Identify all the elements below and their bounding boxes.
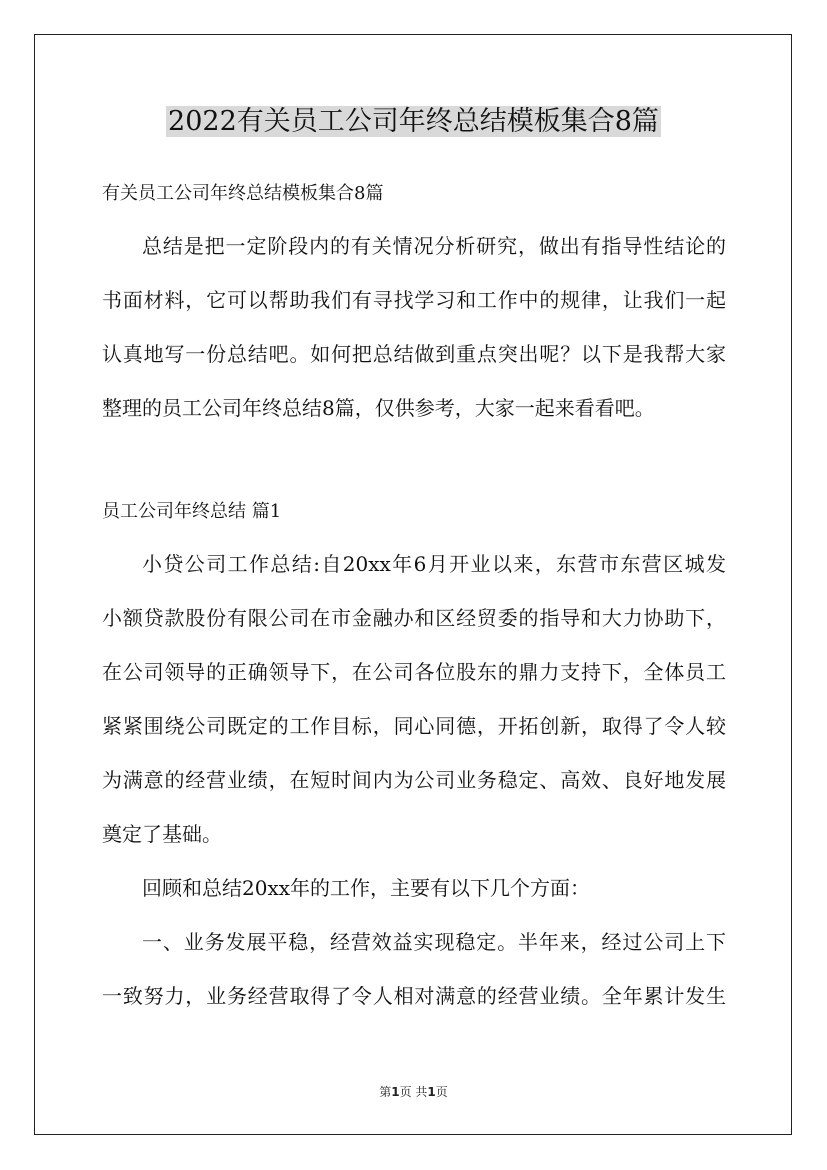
page-footer — [0, 1083, 827, 1100]
spacer — [102, 435, 726, 487]
footer-mid: 页 共 — [399, 1085, 428, 1099]
paragraph-line: 书面材料，它可以帮助我们有寻找学习和工作中的规律，让我们一起 — [102, 288, 726, 312]
paragraph-line: 总结是把一定阶段内的有关情况分析研究，做出有指导性结论的 — [142, 234, 726, 258]
footer-prefix: 第 — [379, 1085, 392, 1099]
paragraph-1 — [102, 537, 726, 861]
paragraph-3 — [102, 915, 726, 1023]
paragraph-line: 小贷公司工作总结:自20xx年6月开业以来，东营市东营区城发 — [142, 552, 726, 576]
section-heading: 员工公司年终总结 篇1 — [102, 501, 282, 522]
paragraph-2: 回顾和总结20xx年的工作，主要有以下几个方面： — [142, 876, 591, 900]
footer-page-total: 1 — [427, 1085, 436, 1099]
paragraph-line: 奠定了基础。 — [102, 822, 222, 846]
paragraph-line: 小额贷款股份有限公司在市金融办和区经贸委的指导和大力协助下， — [102, 606, 726, 630]
paragraph-line: 在公司领导的正确领导下，在公司各位股东的鼎力支持下，全体员工 — [102, 660, 726, 684]
footer-page-current: 1 — [391, 1085, 400, 1099]
footer-suffix: 页 — [435, 1085, 448, 1099]
paragraph-line: 整理的员工公司年终总结8篇，仅供参考，大家一起来看看吧。 — [102, 396, 655, 420]
document-title — [0, 100, 827, 144]
paragraph-line: 一致努力，业务经营取得了令人相对满意的经营业绩。全年累计发生 — [102, 984, 726, 1008]
paragraph-line: 为满意的经营业绩，在短时间内为公司业务稳定、高效、良好地发展 — [102, 768, 726, 792]
intro-paragraph — [102, 219, 726, 435]
document-subtitle: 有关员工公司年终总结模板集合8篇 — [102, 183, 384, 204]
document-body — [102, 169, 726, 1023]
paragraph-line: 一、业务发展平稳，经营效益实现稳定。半年来，经过公司上下 — [142, 930, 726, 954]
document-title-text: 2022有关员工公司年终总结模板集合8篇 — [168, 106, 659, 137]
paragraph-line: 认真地写一份总结吧。如何把总结做到重点突出呢？以下是我帮大家 — [102, 342, 726, 366]
paragraph-line: 紧紧围绕公司既定的工作目标，同心同德，开拓创新，取得了令人较 — [102, 714, 726, 738]
